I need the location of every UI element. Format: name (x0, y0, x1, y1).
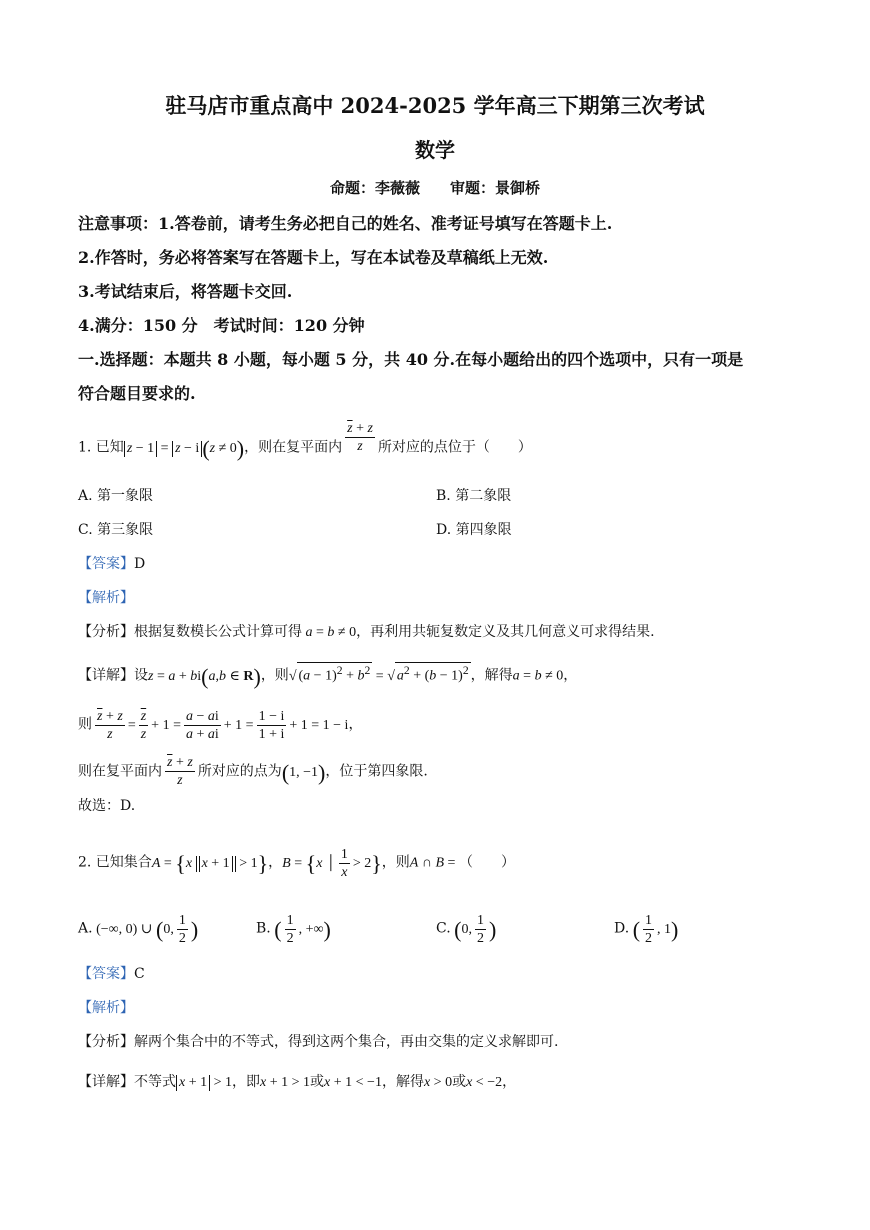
q2-option-b[interactable] (256, 912, 331, 947)
q2-option-c-label: C. (436, 920, 451, 937)
q1-analysis (78, 588, 134, 608)
q2-detail-c: 或 (310, 1074, 325, 1090)
q2-prefix: 2. 已知集合 (78, 854, 152, 871)
q1-answer-value: D (134, 556, 146, 572)
q2-intersection: A ∩ B = (409, 855, 459, 871)
q2-detail-math3: x + 1 < −1 (324, 1075, 382, 1090)
q1-point: (1, −1) (281, 759, 326, 785)
q2-option-a-math: (−∞, 0) ∪ (0, $\frac{1}{2}$ ) (92, 913, 199, 946)
q1-then2 (78, 754, 428, 789)
q2-option-d-label: D. (614, 920, 630, 937)
q2-option-a-label: A. (78, 920, 93, 937)
q2-mid: ， (268, 854, 283, 871)
q1-option-c[interactable]: C. 第三象限 (78, 522, 154, 538)
q1-choose: 故选：D. (78, 798, 136, 814)
section-heading-cont: 符合题目要求的. (78, 384, 196, 403)
q1-then: 则 $\frac{\overline{z} + z}{z}$ = $\frac{\overline{z}}{z}$ + 1 = $\frac{a - ai}{a + ai}$ + 1 = $\frac{1 - i}{1 + i}$ + 1 = 1 − i， (78, 709, 363, 742)
q1-fenxi-text-b: ，再利用共轭复数定义及其几何意义可求得结果. (356, 624, 655, 640)
q2-suffix-b: （ ） (458, 854, 515, 871)
q1-fenxi-text-a: 根据复数模长公式计算可得 (134, 624, 302, 640)
q2-option-b-math: ( $\frac{1}{2}$ , +∞) (274, 913, 331, 946)
q2-option-b-label: B. (256, 920, 271, 937)
q1-mid: ，则在复平面内 (244, 439, 343, 456)
question-2 (78, 846, 515, 881)
q2-option-a[interactable] (78, 912, 198, 947)
q2-detail-math5: x < −2 (466, 1075, 503, 1090)
q2-detail-math1: x + 1 > 1 (176, 1075, 232, 1090)
q2-suffix-a: ，则 (381, 854, 410, 871)
q1-then2-b: 所对应的点为 (197, 763, 282, 780)
q2-answer (78, 964, 145, 984)
analysis-tag: 【解析】 (78, 590, 134, 606)
subject-title: 数学 (415, 138, 455, 162)
note-4: 4.满分：150 分 考试时间：120 分钟 (78, 316, 365, 335)
q1-detail-b: ，则 (260, 667, 289, 684)
fenxi-tag: 【分析】 (78, 624, 134, 640)
q2-detail-e: 或 (452, 1074, 467, 1090)
q2-detail-math4: x > 0 (423, 1075, 453, 1090)
q1-detail-c: ，解得 (470, 667, 513, 684)
q1-then2-a: 则在复平面内 (78, 763, 162, 780)
question-1 (78, 421, 532, 465)
q2-detail-math2: x + 1 > 1 (260, 1075, 311, 1090)
q2-detail (78, 1072, 516, 1093)
q1-answer (78, 554, 145, 574)
q1-then2-c: ，位于第四象限. (325, 763, 428, 780)
answer-tag: 【答案】 (78, 556, 134, 572)
q2-detail-f: ， (502, 1074, 517, 1090)
q1-option-b[interactable]: B. 第二象限 (436, 488, 512, 504)
q1-fenxi (78, 622, 655, 643)
page-title: 驻马店市重点高中 2024-2025 学年高三下期第三次考试 (165, 93, 705, 118)
q1-detail-a: 设 (134, 667, 148, 684)
q1-fraction: $\frac{\overline{z} + z}{z}$ (347, 421, 373, 454)
q1-condition: z − 1 = z − i (z ≠ 0) (124, 441, 244, 456)
fenxi-tag: 【分析】 (78, 1034, 134, 1050)
detail-tag: 【详解】 (78, 1074, 134, 1090)
q1-detail-math1: z = a + bi(a,b ∈ R) (148, 663, 261, 689)
q2-analysis (78, 998, 134, 1018)
detail-tag: 【详解】 (78, 667, 134, 684)
q1-option-a[interactable]: A. 第一象限 (78, 488, 154, 504)
q2-set-b: B = {x │ $\frac{1}{x}$ > 2} (282, 847, 382, 880)
q1-detail: 【详解】设z = a + bi(a,b ∈ R)，则√ $(a - 1)^2 + b^2$ = √ $a^2 + (b - 1)^2$ ，解得a = b ≠ 0， (78, 663, 578, 689)
note-2: 2.作答时，务必将答案写在答题卡上，写在本试卷及草稿纸上无效. (78, 248, 549, 267)
q1-then-label: 则 (78, 716, 92, 733)
q2-fenxi (78, 1032, 558, 1052)
q1-detail-math2: √ $(a - 1)^2 + b^2$ = √ $a^2 + (b - 1)^2$ (288, 664, 469, 684)
answer-tag: 【答案】 (78, 966, 134, 982)
note-1: 注意事项：1.答卷前，请考生务必把自己的姓名、准考证号填写在答题卡上. (78, 214, 613, 233)
q1-detail-math3: a = b ≠ 0 (512, 668, 564, 684)
authors-line: 命题：李薇薇 审题：景御桥 (329, 179, 540, 197)
q2-option-d-math: ( $\frac{1}{2}$ , 1) (632, 913, 679, 946)
q2-answer-value: C (134, 966, 145, 982)
q2-detail-d: ，解得 (381, 1074, 424, 1090)
section-heading: 一.选择题：本题共 8 小题，每小题 5 分，共 40 分.在每小题给出的四个选项中，只有一项是 (78, 350, 744, 369)
q2-option-c[interactable] (436, 912, 496, 947)
q1-then2-fraction: $\frac{\overline{z} + z}{z}$ (167, 755, 193, 788)
q2-option-c-math: (0, $\frac{1}{2}$ ) (454, 913, 497, 946)
q1-fenxi-math: a = b ≠ 0 (305, 625, 357, 640)
q2-detail-a: 不等式 (134, 1074, 176, 1090)
q1-then-math: $\frac{\overline{z} + z}{z}$ = $\frac{\overline{z}}{z}$ + 1 = $\frac{a - ai}{a + ai}$ + 1 = $\frac{1 - i}{1 + i}$ + 1 = 1 − i (97, 709, 349, 742)
q2-option-d[interactable] (614, 912, 678, 947)
q2-detail-b: ，即 (232, 1074, 261, 1090)
q1-suffix: 所对应的点位于（ ） (377, 439, 532, 456)
q1-prefix: 1. 已知 (78, 439, 124, 456)
analysis-tag: 【解析】 (78, 1000, 134, 1016)
q2-fenxi-text: 解两个集合中的不等式，得到这两个集合，再由交集的定义求解即可. (134, 1034, 559, 1050)
note-3: 3.考试结束后，将答题卡交回. (78, 282, 293, 301)
q1-option-d[interactable]: D. 第四象限 (436, 522, 512, 538)
q2-set-a: A = {x x + 1 > 1} (151, 850, 269, 876)
